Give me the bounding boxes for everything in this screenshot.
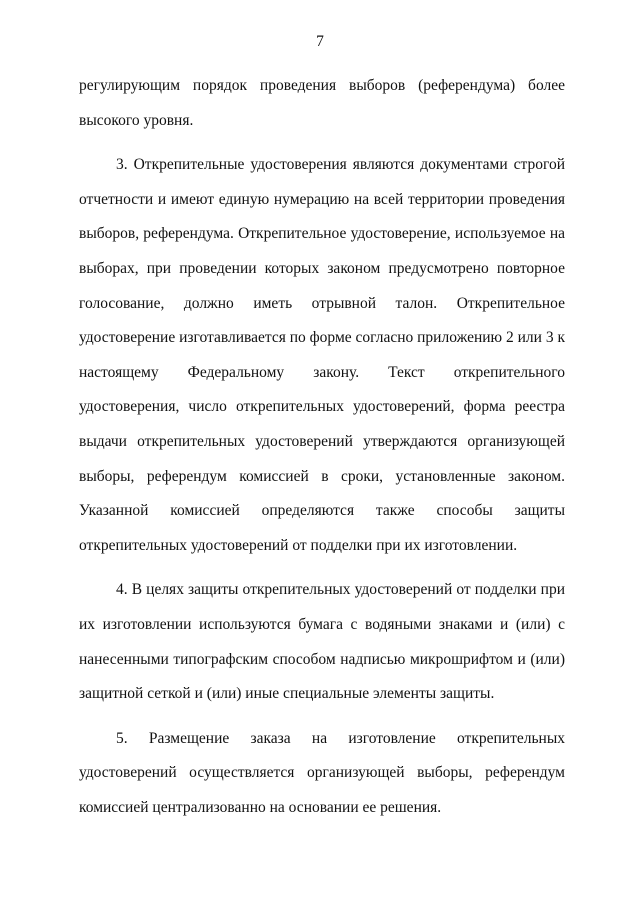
paragraph-gap bbox=[79, 138, 565, 148]
paragraph-gap bbox=[79, 563, 565, 573]
paragraph-5: 5. Размещение заказа на изготовление открепительных удостоверений осуществляется организующей выборы, референдум комиссией централизованно на основании ее решения. bbox=[79, 729, 565, 816]
paragraph-gap bbox=[79, 712, 565, 722]
paragraph-4: 4. В целях защиты открепительных удостоверений от подделки при их изготовлении используются бумага с водяными знаками и (или) с нанесенными типографским способом надписью микрошрифтом и (или) защитной сеткой и (или) иные специальные элементы защиты. bbox=[79, 581, 565, 703]
document-body bbox=[79, 69, 565, 825]
paragraph-continuation: регулирующим порядок проведения выборов (референдума) более высокого уровня. bbox=[79, 77, 565, 129]
paragraph-3: 3. Открепительные удостоверения являются документами строгой отчетности и имеют единую нумерацию на всей территории проведения выборов, референдума. Открепительное удостоверение, используемое на выборах, при проведении которых законом предусмотрено повторное голосование, должно иметь отрывной талон. Открепительное удостоверение изготавливается по форме согласно приложению 2 или 3 к настоящему Федеральному закону. Текст открепительного удостоверения, число открепительных удостоверений, форма реестра выдачи открепительных удостоверений утверждаются организующей выборы, референдум комиссией в сроки, установленные законом. Указанной комиссией определяются также способы защиты открепительных удостоверений от подделки при их изготовлении. bbox=[79, 156, 565, 554]
page-number: 7 bbox=[316, 33, 324, 50]
